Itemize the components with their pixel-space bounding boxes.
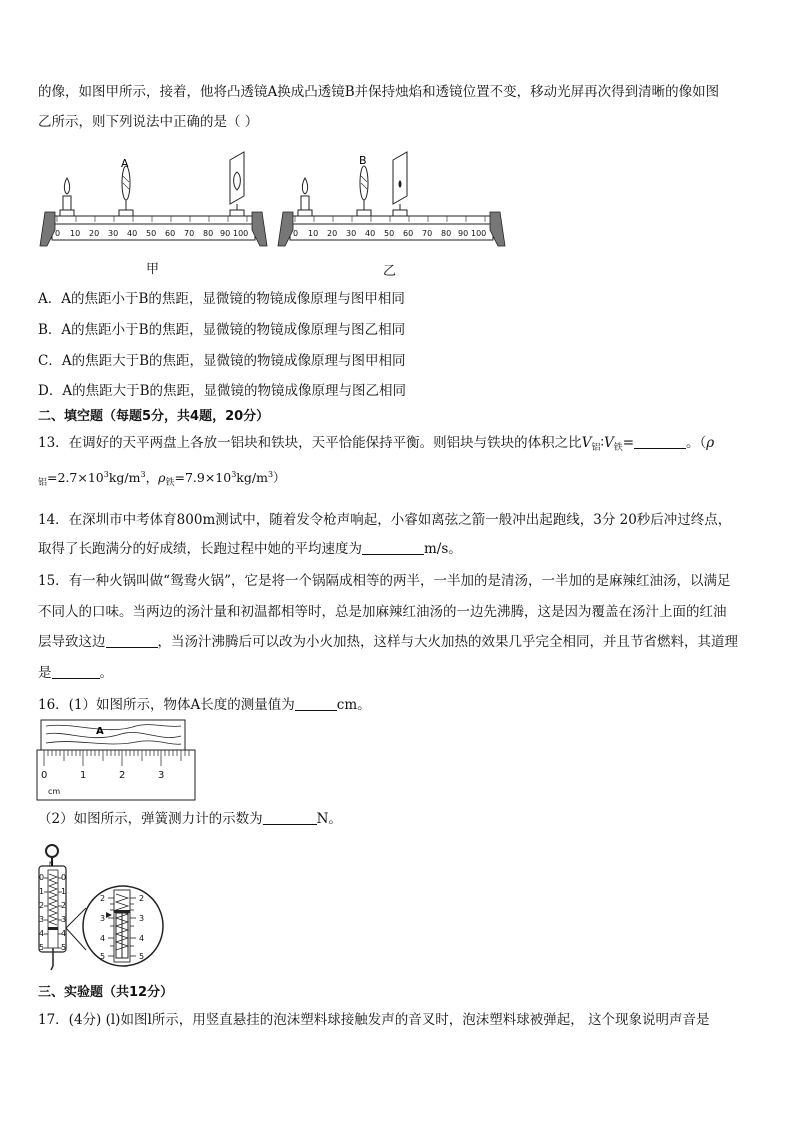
scale-left-0: 0	[39, 873, 45, 882]
scale-right-5: 5	[61, 943, 67, 952]
scale-left-5: 5	[39, 943, 45, 952]
q14-line2	[38, 540, 462, 558]
convex-lens-icon	[119, 166, 133, 216]
q13-answer-blank[interactable]	[634, 434, 686, 449]
q16-part2-post: N。	[316, 811, 342, 827]
q16-part2	[38, 810, 342, 828]
magnified-scale-view	[83, 886, 163, 966]
zoom-right-3: 3	[139, 914, 145, 923]
bench-right-tick-70: 70	[422, 229, 433, 238]
bench-left-tick-20: 20	[89, 229, 100, 238]
q12-line1: 的像，如图甲所示，接着，他将凸透镜A换成凸透镜B并保持烛焰和透镜位置不变，移动光屏再次得到清晰的像如图	[38, 84, 720, 100]
spring-scale-figure	[36, 840, 166, 972]
bench-right-tick-60: 60	[403, 229, 414, 238]
scale-left-3: 3	[39, 915, 45, 924]
bench-right-tick-50: 50	[384, 229, 395, 238]
bench-right-tick-0: 0	[293, 229, 299, 238]
option-b: B．A的焦距小于B的焦距，显微镜的物镜成像原理与图乙相同	[38, 322, 406, 338]
q13-close: ）	[273, 470, 286, 485]
scale-right-2: 2	[61, 901, 67, 910]
q15-line4-post: 。	[99, 665, 113, 681]
q16-part2-pre: （2）如图所示，弹簧测力计的示数为	[38, 811, 263, 827]
bench-left-tick-50: 50	[146, 229, 157, 238]
q13-fe-sub: 铁	[613, 443, 623, 453]
q15-line3-post: ，当汤汁沸腾后可以改为小火加热，这样与大火加热的效果几乎完全相同，并且节省燃料，其道理	[157, 634, 738, 650]
q13-density-fe: =7.9×10	[174, 470, 232, 485]
q13-rho2: ρ	[158, 470, 166, 485]
screen-icon	[393, 152, 407, 216]
q13-line2-al: 铝	[38, 478, 48, 488]
scale-unit-n: N	[49, 861, 54, 868]
block-label-a: A	[96, 726, 104, 737]
option-c: C．A的焦距大于B的焦距，显微镜的物镜成像原理与图甲相同	[38, 353, 406, 369]
q15-line3	[38, 633, 738, 651]
optical-bench-figures	[0, 0, 794, 290]
q15-answer-blank-2[interactable]	[52, 664, 100, 679]
q16-part1-pre: 16．(1）如图所示，物体A长度的测量值为	[38, 697, 295, 713]
q13-comma: ，	[145, 470, 159, 485]
q13-line2-fe: 铁	[165, 478, 175, 488]
scale-right-3: 3	[61, 915, 67, 924]
q15-line1: 15．有一种火锅叫做“鸳鸯火锅”，它是将一个锅隔成相等的两半，一半加的是清汤，一半加的是麻辣红油汤，以满足	[38, 573, 731, 589]
bench-left-tick-10: 10	[70, 229, 81, 238]
q16-part1	[38, 696, 371, 714]
q15-line2: 不同人的口味。当两边的汤汁量和初温都相等时，总是加麻辣红油汤的一边先沸腾，这是因为覆盖在汤汁上面的红油	[38, 604, 727, 620]
figure-caption-jia: 甲	[146, 262, 160, 277]
q13-density-al: =2.7×10	[47, 470, 104, 485]
q16-answer-blank-2[interactable]	[263, 810, 317, 825]
bench-right-tick-90: 90	[458, 229, 469, 238]
q13-unit-exp-fe: 3	[267, 470, 274, 479]
q16-answer-blank-1[interactable]	[295, 696, 337, 711]
bench-right-tick-80: 80	[441, 229, 452, 238]
wood-block-a	[41, 720, 185, 750]
q13-unit-al: kg/m	[108, 470, 141, 485]
zoom-left-4: 4	[100, 934, 106, 943]
scale-right-4: 4	[61, 929, 67, 938]
bench-left-tick-90: 90	[220, 229, 231, 238]
bench-left-leg	[40, 212, 55, 246]
screen-icon	[230, 152, 244, 216]
lens-b-label: B	[359, 154, 367, 167]
scale-left-1: 1	[39, 887, 45, 896]
ruler-number-0: 0	[41, 770, 48, 781]
q13-exp-fe: 3	[231, 470, 237, 479]
q14-line2-pre: 取得了长跑满分的好成绩，长跑过程中她的平均速度为	[38, 541, 362, 557]
bench-left-tick-0: 0	[55, 229, 61, 238]
option-d: D．A的焦距大于B的焦距，显微镜的物镜成像原理与图乙相同	[38, 383, 406, 399]
candle-icon	[60, 178, 74, 216]
q13-v-fe: V	[603, 435, 614, 451]
q16-part1-post: cm。	[336, 697, 371, 713]
q15-line4	[38, 664, 113, 682]
bench-right-leg	[252, 212, 267, 246]
q12-line2: 乙所示，则下列说法中正确的是（ ）	[38, 114, 259, 130]
zoom-right-4: 4	[139, 934, 145, 943]
scale-right-1: 1	[61, 887, 67, 896]
bench-left-tick-100: 100	[233, 229, 249, 238]
q15-line3-pre: 层导致这边	[38, 634, 106, 650]
section-heading-fill-in: 二、填空题（每题5分，共4题，20分）	[38, 409, 270, 424]
q14-line2-post: m/s。	[424, 541, 462, 557]
option-a: A．A的焦距小于B的焦距，显微镜的物镜成像原理与图甲相同	[38, 291, 405, 307]
bench-right-tick-20: 20	[327, 229, 338, 238]
bench-left-tick-30: 30	[108, 229, 119, 238]
bench-right-leg	[490, 212, 505, 246]
zoom-right-2: 2	[139, 894, 145, 903]
q15-line4-pre: 是	[38, 665, 52, 681]
lens-a-label: A	[121, 157, 129, 170]
bench-right-tick-10: 10	[308, 229, 319, 238]
q17-line1: 17．(4分) (l)如图l所示，用竖直悬挂的泡沫塑料球接触发声的音叉时，泡沫塑料球被弹起， 这个现象说明声音是	[38, 1012, 710, 1028]
q14-line1: 14．在深圳市中考体育800m测试中，随着发令枪声响起，小睿如离弦之箭一般冲出起跑线，3分 20秒后冲过终点，	[38, 512, 732, 528]
spring-scale-icon	[39, 845, 66, 970]
zoom-left-3: 3	[100, 914, 106, 923]
figure-caption-yi: 乙	[383, 264, 397, 279]
section-heading-experiment: 三、实验题（共12分）	[38, 985, 174, 1000]
convex-lens-icon	[357, 166, 371, 216]
q13-unit-fe: kg/m	[236, 470, 268, 485]
bench-right-tick-100: 100	[471, 229, 487, 238]
q13-end: 。（	[686, 435, 707, 451]
candle-icon	[298, 178, 312, 216]
scale-left-2: 2	[39, 901, 45, 910]
zoom-right-5: 5	[139, 952, 145, 961]
ruler-number-3: 3	[158, 770, 165, 781]
bench-right-tick-30: 30	[346, 229, 357, 238]
bench-left-tick-70: 70	[184, 229, 195, 238]
q13-colon: ∶	[600, 435, 604, 451]
q13-text: 13．在调好的天平两盘上各放一铝块和铁块，天平恰能保持平衡。则铝块与铁块的体积之比	[38, 435, 582, 451]
zoom-left-5: 5	[100, 952, 106, 961]
scale-left-4: 4	[39, 929, 45, 938]
scale-pointer	[48, 927, 58, 930]
ruler-figure	[36, 718, 198, 802]
q13-exp-al: 3	[103, 470, 109, 479]
q13-line2	[38, 466, 286, 492]
bench-left-tick-80: 80	[203, 229, 214, 238]
q13-rho: ρ	[706, 435, 715, 451]
q13-al-sub: 铝	[591, 443, 601, 453]
q15-answer-blank-1[interactable]	[106, 633, 158, 648]
scale-right-0: 0	[61, 873, 67, 882]
q13-unit-exp-al: 3	[140, 470, 146, 479]
ruler-number-2: 2	[119, 770, 126, 781]
ruler-unit: cm	[48, 787, 61, 796]
q14-answer-blank[interactable]	[362, 540, 424, 555]
bench-left-leg	[278, 212, 293, 246]
bench-left-tick-60: 60	[165, 229, 176, 238]
ruler-number-1: 1	[80, 770, 87, 781]
q13-v-al: V	[581, 435, 592, 451]
optical-bench-right	[278, 152, 505, 246]
zoom-left-2: 2	[100, 894, 106, 903]
q13-eq: =	[622, 435, 635, 451]
q13-line1	[38, 434, 714, 457]
optical-bench-left	[40, 152, 267, 246]
ruler	[37, 750, 195, 800]
bench-right-tick-40: 40	[365, 229, 376, 238]
bench-left-tick-40: 40	[127, 229, 138, 238]
